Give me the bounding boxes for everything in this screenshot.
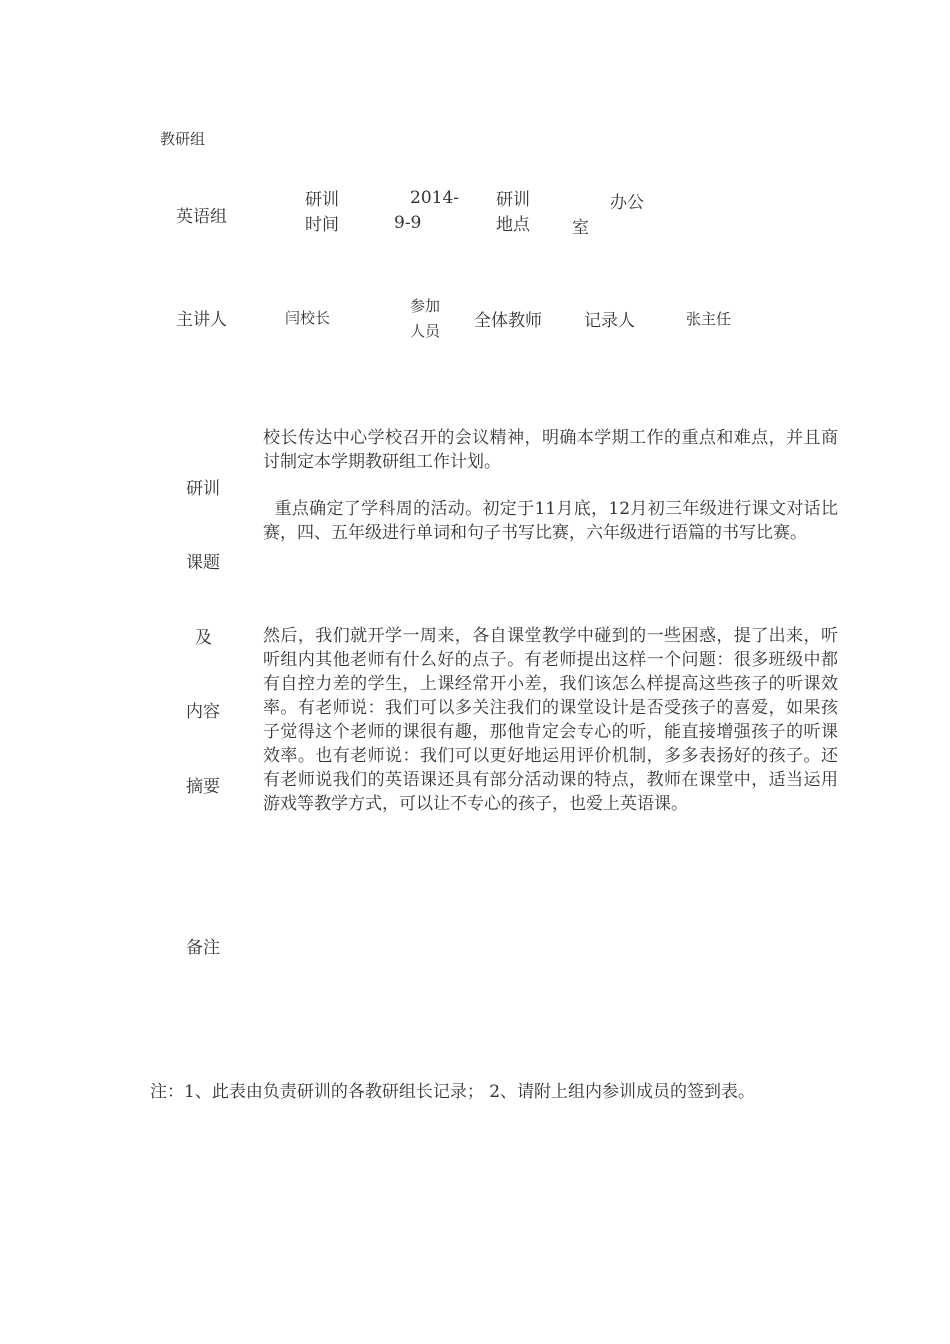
date-line2: 9-9: [394, 213, 422, 233]
place-value-line2: 室: [572, 218, 589, 238]
time-label-line1: 研训: [305, 190, 339, 210]
participants-label-line2: 人员: [410, 322, 441, 340]
content-side-label-1: 研训: [186, 479, 220, 499]
content-side-label-3: 及: [195, 628, 212, 648]
place-label-line2: 地点: [496, 215, 530, 235]
footnote: 注：1、此表由负责研训的各教研组长记录； 2、请附上组内参训成员的签到表。: [150, 1082, 756, 1102]
recorder-value: 张主任: [686, 310, 732, 328]
place-label-line1: 研训: [496, 190, 530, 210]
content-side-label-4: 内容: [186, 702, 220, 722]
content-paragraph-3: 然后，我们就开学一周来，各自课堂教学中碰到的一些困惑，提了出来，听听组内其他老师有什么好的点子。有老师提出这样一个问题：很多班级中都有自控力差的学生，上课经常开小差，我们该怎么样提高这些孩子的听课效率。有老师说：我们可以多关注我们的课堂设计是否受孩子的喜爱，如果孩子觉得这个老师的课很有趣，那他肯定会专心的听，能直接增强孩子的听课效率。也有老师说：我们可以更好地运用评价机制，多多表扬好的孩子。还有老师说我们的英语课还具有部分活动课的特点，教师在课堂中，适当运用游戏等教学方式，可以让不专心的孩子，也爱上英语课。: [263, 626, 838, 814]
content-paragraph-1: 校长传达中心学校召开的会议精神，明确本学期工作的重点和难点，并且商讨制定本学期教研组工作计划。: [263, 428, 838, 472]
time-label-line2: 时间: [305, 215, 339, 235]
group-name: 英语组: [176, 207, 227, 227]
place-label: [496, 188, 530, 238]
date-line1: 2014-: [410, 188, 460, 208]
content-side-label-2: 课题: [186, 553, 220, 573]
recorder-label: 记录人: [584, 311, 635, 331]
content-side-label-5: 摘要: [186, 777, 220, 797]
content-paragraph-2: 重点确定了学科周的活动。初定于11月底，12月初三年级进行课文对话比赛，四、五年级进行单词和句子书写比赛，六年级进行语篇的书写比赛。: [263, 499, 839, 543]
speaker-value: 闫校长: [285, 309, 331, 327]
remarks-label: 备注: [186, 938, 220, 958]
participants-label: [410, 294, 440, 344]
group-header-label: 教研组: [160, 130, 206, 148]
participants-value: 全体教师: [474, 311, 542, 331]
place-value-line1: 办公: [610, 193, 644, 213]
time-label: [305, 188, 339, 238]
participants-label-line1: 参加: [410, 297, 441, 315]
speaker-label: 主讲人: [176, 310, 227, 330]
